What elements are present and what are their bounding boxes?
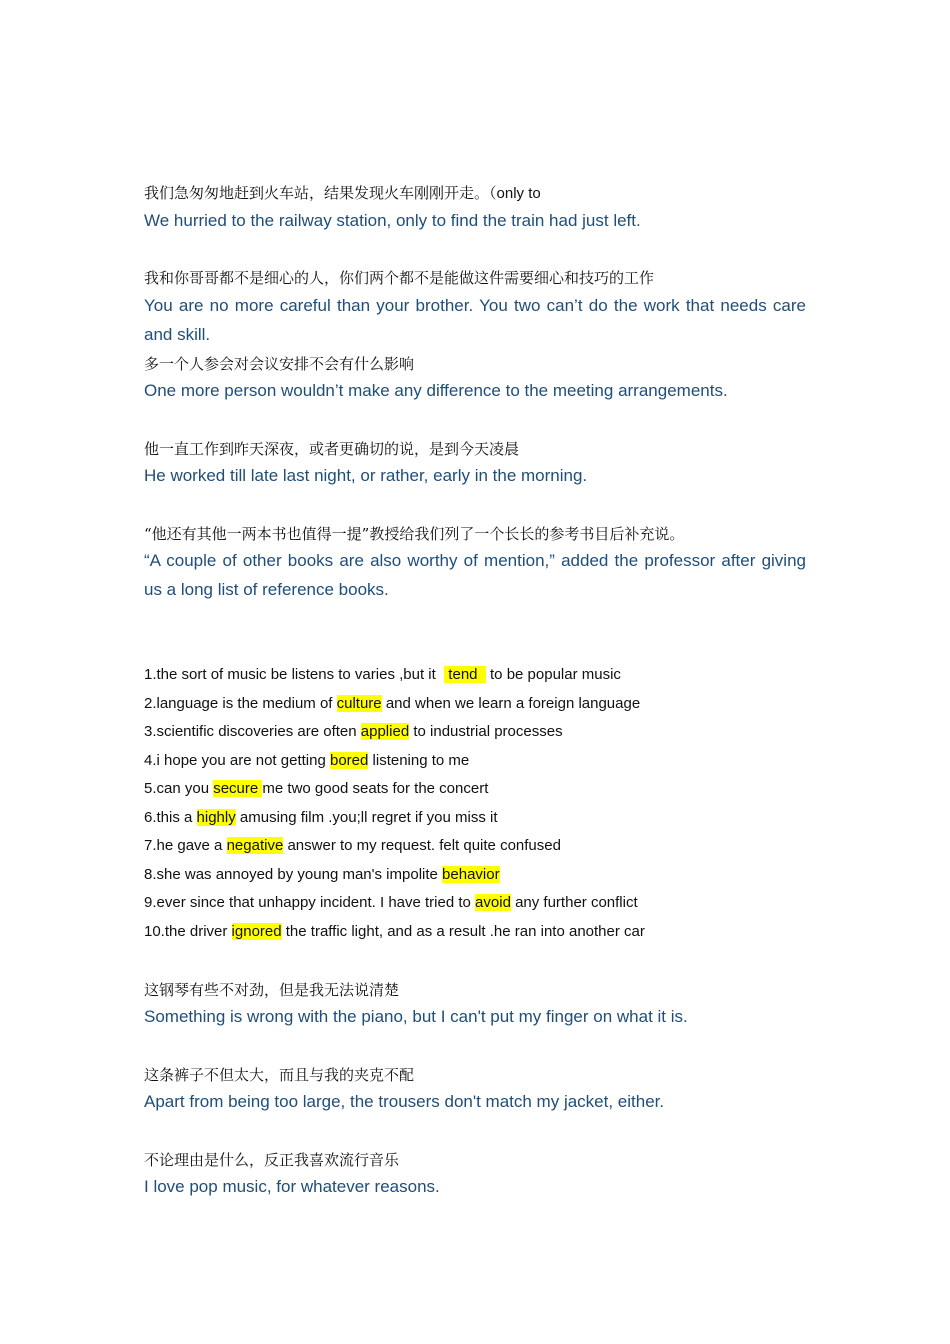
- exercise-text: answer to my request. felt quite confused: [283, 837, 561, 854]
- english-translation: You are no more careful than your brother. You two can’t do the work that needs care and skill.: [144, 296, 806, 344]
- chinese-sentence: “他还有其他一两本书也值得一提”教授给我们列了一个长长的参考书目后补充说。: [144, 525, 685, 543]
- highlighted-answer: avoid: [475, 894, 511, 911]
- english-translation: I love pop music, for whatever reasons.: [144, 1177, 440, 1196]
- highlighted-answer: bored: [329, 752, 369, 769]
- exercise-item: [144, 751, 469, 771]
- highlighted-answer: highly: [196, 809, 236, 826]
- exercise-item: [144, 694, 640, 714]
- hint-text: only to: [496, 185, 541, 202]
- exercise-text: 6.this a: [144, 809, 197, 826]
- exercise-text: 7.he gave a: [144, 837, 227, 854]
- english-translation: “A couple of other books are also worthy of mention,” added the professor after giving us a long list of reference books.: [144, 551, 806, 599]
- exercise-text: 2.language is the medium of: [144, 695, 337, 712]
- chinese-sentence: 多一个人参会对会议安排不会有什么影响: [144, 355, 415, 373]
- chinese-sentence: 这条裤子不但太大，而且与我的夹克不配: [144, 1066, 415, 1084]
- exercise-item: [144, 665, 621, 685]
- chinese-sentence: 我和你哥哥都不是细心的人，你们两个都不是能做这件需要细心和技巧的工作: [144, 269, 655, 287]
- chinese-sentence: [144, 183, 541, 204]
- exercise-item: [144, 865, 500, 885]
- highlighted-answer: applied: [360, 723, 410, 740]
- exercise-text: listening to me: [368, 752, 470, 769]
- exercise-text: any further conflict: [510, 894, 638, 911]
- english-translation: We hurried to the railway station, only to find the train had just left.: [144, 211, 641, 230]
- exercise-text: to industrial processes: [409, 723, 563, 740]
- english-translation: Apart from being too large, the trousers don't match my jacket, either.: [144, 1092, 665, 1111]
- exercise-item: [144, 779, 488, 799]
- highlighted-answer: behavior: [442, 866, 500, 883]
- english-translation: He worked till late last night, or rather, early in the morning.: [144, 466, 588, 485]
- exercise-text: and when we learn a foreign language: [381, 695, 641, 712]
- exercise-item: [144, 922, 645, 942]
- exercise-text: 3.scientific discoveries are often: [144, 723, 361, 740]
- exercise-text: amusing film .you;ll regret if you miss it: [235, 809, 498, 826]
- highlighted-answer: tend: [444, 666, 486, 683]
- exercise-text: me two good seats for the concert: [262, 780, 489, 797]
- exercise-text: 1.the sort of music be listens to varies ,but it: [144, 666, 445, 683]
- chinese-text: 我们急匆匆地赶到火车站，结果发现火车刚刚开走。（: [144, 184, 497, 202]
- exercise-item: [144, 836, 561, 856]
- exercise-item: [144, 722, 563, 742]
- exercise-text: 10.the driver: [144, 923, 232, 940]
- chinese-sentence: 这钢琴有些不对劲，但是我无法说清楚: [144, 981, 400, 999]
- exercise-text: 4.i hope you are not getting: [144, 752, 330, 769]
- english-translation: Something is wrong with the piano, but I can't put my finger on what it is.: [144, 1007, 688, 1026]
- chinese-sentence: 不论理由是什么，反正我喜欢流行音乐: [144, 1151, 400, 1169]
- highlighted-answer: ignored: [231, 923, 282, 940]
- highlighted-answer: secure: [213, 780, 263, 797]
- highlighted-answer: negative: [226, 837, 284, 854]
- exercise-text: to be popular music: [485, 666, 621, 683]
- exercise-text: 9.ever since that unhappy incident. I have tried to: [144, 894, 476, 911]
- exercise-text: 8.she was annoyed by young man's impolite: [144, 866, 443, 883]
- exercise-text: 5.can you: [144, 780, 214, 797]
- exercise-item: [144, 893, 638, 913]
- chinese-sentence: 他一直工作到昨天深夜，或者更确切的说，是到今天凌晨: [144, 440, 520, 458]
- exercise-text: the traffic light, and as a result .he ran into another car: [281, 923, 645, 940]
- exercise-item: [144, 808, 497, 828]
- highlighted-answer: culture: [336, 695, 382, 712]
- english-translation: One more person wouldn’t make any difference to the meeting arrangements.: [144, 381, 728, 400]
